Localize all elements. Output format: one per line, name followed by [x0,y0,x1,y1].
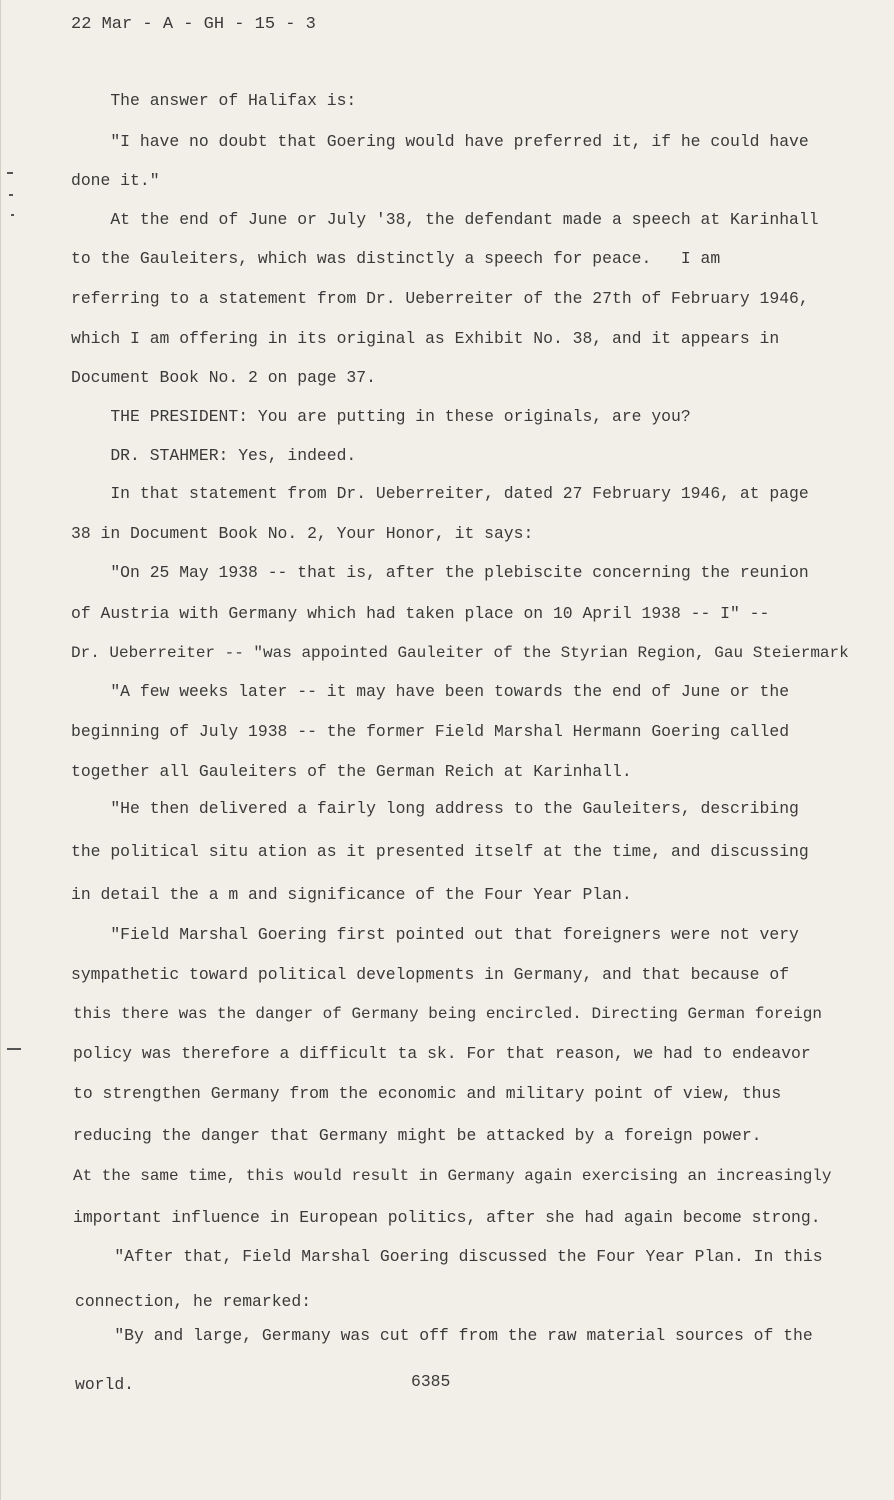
text-line-26: to strengthen Germany from the economic and military point of view, thus [73,1084,782,1103]
text-line-21: in detail the a m and significance of the Four Year Plan. [71,885,632,904]
margin-mark [9,194,13,196]
margin-mark [11,214,14,216]
text-line-31: connection, he remarked: [75,1292,312,1311]
text-line-09: THE PRESIDENT: You are putting in these originals, are you? [71,407,691,426]
text-line-22: "Field Marshal Goering first pointed out that foreigners were not very [71,925,799,944]
text-line-01: The answer of Halifax is: [71,91,357,110]
text-line-08: Document Book No. 2 on page 37. [71,368,376,387]
text-line-29: important influence in European politics, after she had again become strong. [73,1208,821,1227]
text-line-30: "After that, Field Marshal Goering discussed the Four Year Plan. In this [75,1247,823,1266]
text-line-14: of Austria with Germany which had taken place on 10 April 1938 -- I" -- [71,604,770,623]
text-line-13: "On 25 May 1938 -- that is, after the plebiscite concerning the reunion [71,563,809,582]
text-line-23: sympathetic toward political developments in Germany, and that because of [71,965,790,984]
margin-mark [7,172,13,174]
text-line-06: referring to a statement from Dr. Ueberreiter of the 27th of February 1946, [71,289,809,308]
document-header: 22 Mar - A - GH - 15 - 3 [71,15,316,34]
text-line-12: 38 in Document Book No. 2, Your Honor, it says: [71,524,534,543]
text-line-28: At the same time, this would result in Germany again exercising an increasingly [73,1167,832,1185]
text-line-18: together all Gauleiters of the German Reich at Karinhall. [71,762,632,781]
text-line-10: DR. STAHMER: Yes, indeed. [71,446,357,465]
text-line-24: this there was the danger of Germany being encircled. Directing German foreign [73,1005,822,1023]
text-line-04: At the end of June or July '38, the defendant made a speech at Karinhall [71,210,819,229]
text-line-11: In that statement from Dr. Ueberreiter, dated 27 February 1946, at page [71,484,809,503]
text-line-17: beginning of July 1938 -- the former Field Marshal Hermann Goering called [71,722,790,741]
text-line-27: reducing the danger that Germany might be attacked by a foreign power. [73,1126,762,1145]
text-line-20: the political situ ation as it presented itself at the time, and discussing [71,842,809,861]
text-line-15: Dr. Ueberreiter -- "was appointed Gauleiter of the Styrian Region, Gau Steiermark [71,644,849,662]
text-line-07: which I am offering in its original as Exhibit No. 38, and it appears in [71,329,780,348]
text-line-02: "I have no doubt that Goering would have preferred it, if he could have [71,132,809,151]
text-line-33: world. [75,1375,135,1394]
text-line-19: "He then delivered a fairly long address to the Gauleiters, describing [71,799,799,818]
text-line-03: done it." [71,171,160,190]
margin-mark [7,1048,21,1050]
text-line-32: "By and large, Germany was cut off from the raw material sources of the [75,1326,813,1345]
page-number: 6385 [411,1372,451,1391]
text-line-16: "A few weeks later -- it may have been towards the end of June or the [71,682,790,701]
text-line-25: policy was therefore a difficult ta sk. For that reason, we had to endeavor [73,1044,811,1063]
text-line-05: to the Gauleiters, which was distinctly a speech for peace. I am [71,249,721,268]
